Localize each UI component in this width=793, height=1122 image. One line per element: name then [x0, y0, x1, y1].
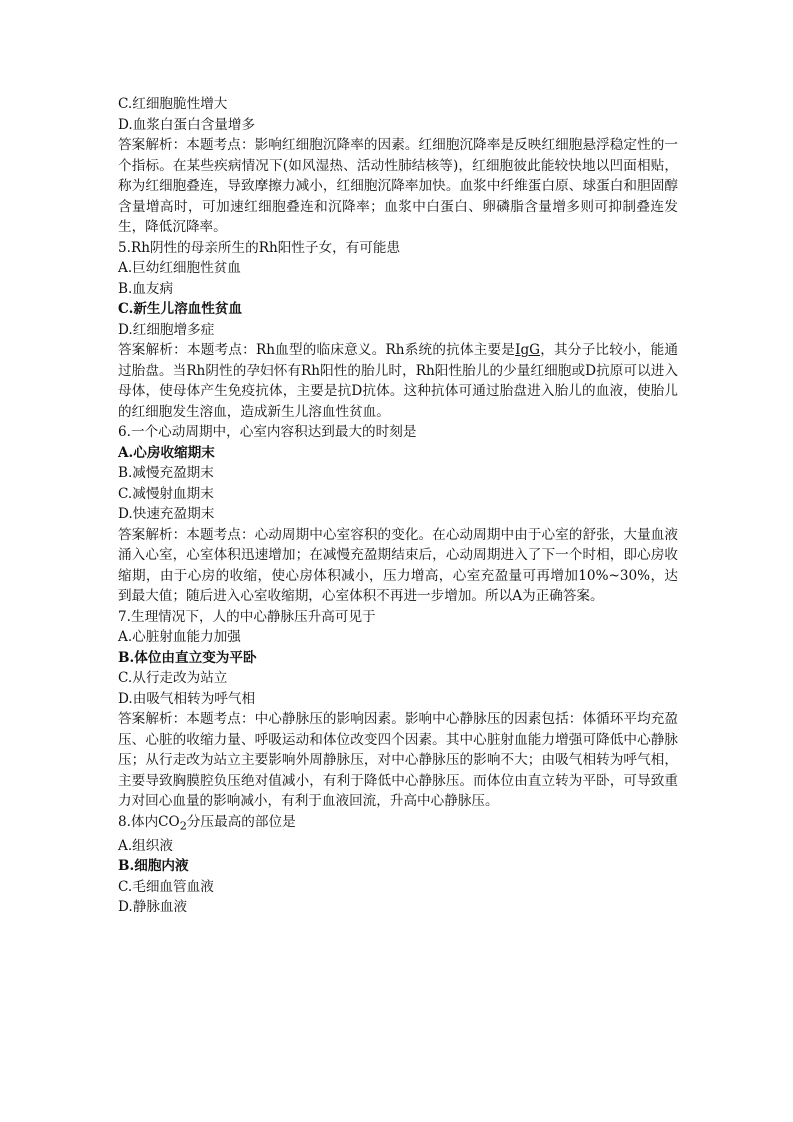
q5-option-c-correct: C.新生儿溶血性贫血	[118, 301, 243, 317]
q6-option-d: D.快速充盈期末	[118, 506, 215, 522]
q7-question: 7.生理情况下，人的中心静脉压升高可见于	[118, 608, 376, 625]
q7-option-d: D.由吸气相转为呼气相	[118, 690, 256, 707]
q8-question-part1: 8.体内CO	[118, 813, 180, 830]
q7-option-b-correct: B.体位由直立变为平卧	[118, 649, 257, 666]
q8-option-c: C.毛细血管血液	[118, 878, 214, 895]
q7-option-c: C.从行走改为站立	[118, 670, 228, 686]
q8-option-b-correct: B.细胞内液	[118, 858, 189, 875]
q6-question: 6.一个心动周期中，心室内容积达到最大的时刻是	[118, 424, 417, 440]
q8-question	[118, 812, 678, 836]
q8-option-d: D.静脉血液	[118, 899, 188, 916]
document-page	[118, 94, 678, 918]
q6-option-b: B.减慢充盈期末	[118, 465, 214, 481]
q5-explanation-igg: IgG	[515, 342, 541, 358]
q6-explanation: 答案解析：本题考点：心动周期中心室容积的变化。在心动周期中由于心室的舒张，大量血液涌入心室，心室体积迅速增加；在减慢充盈期结束后，心动周期进入了下一个时相，即心房收缩期，由于心房的收缩，使心房体积减小，压力增高，心室充盈量可再增加10%~30%，达到最大值；随后进入心室收缩期，心室体积不再进一步增加。所以A为正确答案。	[118, 526, 678, 604]
q5-explanation	[118, 340, 678, 422]
q8-question-part2: 分压最高的部位是	[186, 813, 296, 830]
q8-option-a: A.组织液	[118, 837, 173, 854]
q5-explanation-part2: ，其分子比较小，能通过胎盘。当Rh阴性的孕妇怀有Rh阳性的胎儿时，Rh阳性胎儿的少量红细胞或D抗原可以进入母体，使母体产生免疫抗体，主要是抗D抗体。这种抗体可通过胎盘进入胎儿的血液，使胎儿的红细胞发生溶血，造成新生儿溶血性贫血。	[118, 342, 678, 420]
q7-option-a: A.心脏射血能力加强	[118, 629, 241, 645]
q4-explanation: 答案解析：本题考点：影响红细胞沉降率的因素。红细胞沉降率是反映红细胞悬浮稳定性的一个指标。在某些疾病情况下(如风湿热、活动性肺结核等)，红细胞彼此能较快地以凹面相贴，称为红细胞叠连，导致摩擦力减小，红细胞沉降率加快。血浆中纤维蛋白原、球蛋白和胆固醇含量增高时，可加速红细胞叠连和沉降率；血浆中白蛋白、卵磷脂含量增多则可抑制叠连发生，降低沉降率。	[118, 137, 678, 235]
q6-option-a-correct: A.心房收缩期末	[118, 444, 215, 461]
q8-question-subscript: 2	[179, 818, 187, 833]
q7-explanation: 答案解析：本题考点：中心静脉压的影响因素。影响中心静脉压的因素包括：体循环平均充盈压、心脏的收缩力量、呼吸运动和体位改变四个因素。其中心脏射血能力增强可降低中心静脉压；从行走改为站立主要影响外周静脉压，对中心静脉压的影响不大；由吸气相转为呼气相，主要导致胸膜腔负压绝对值减小，有利于降低中心静脉压。而体位由直立转为平卧，可导致重力对回心血量的影响减小，有利于血液回流，升高中心静脉压。	[118, 711, 678, 809]
q5-option-a: A.巨幼红细胞性贫血	[118, 260, 241, 276]
q4-option-c: C.红细胞脆性增大	[118, 96, 228, 112]
q5-question: 5.Rh阴性的母亲所生的Rh阳性子女，有可能患	[118, 239, 401, 256]
q5-option-d: D.红细胞增多症	[118, 321, 215, 338]
q6-option-c: C.减慢射血期末	[118, 485, 214, 502]
q4-option-d: D.血浆白蛋白含量增多	[118, 116, 256, 133]
q5-option-b: B.血友病	[118, 280, 174, 297]
q5-explanation-part1: 答案解析：本题考点：Rh血型的临床意义。Rh系统的抗体主要是	[118, 342, 516, 358]
